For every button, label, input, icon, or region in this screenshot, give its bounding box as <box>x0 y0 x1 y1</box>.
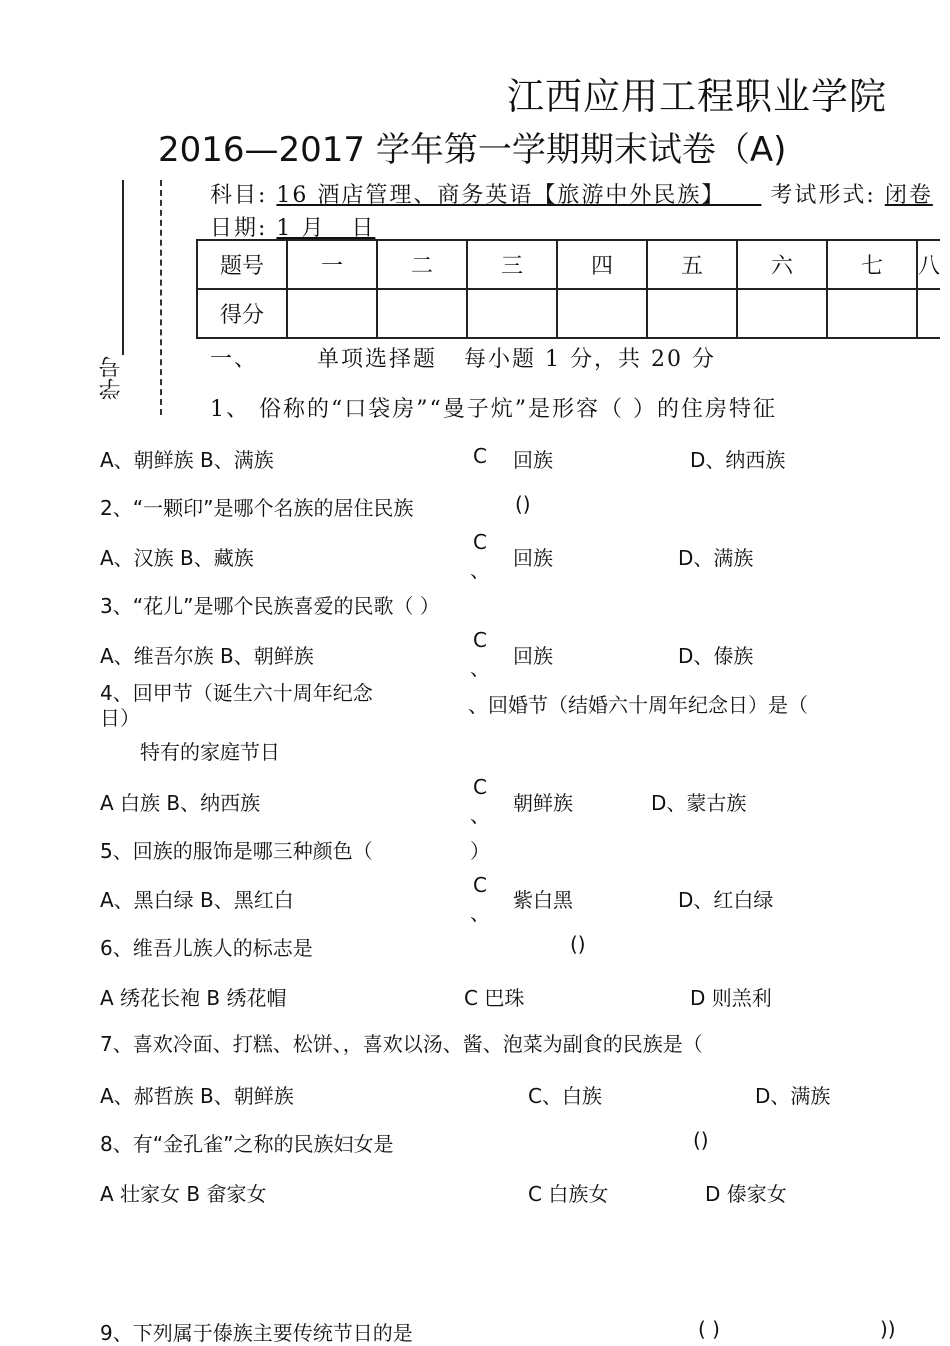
option-d: D、红白绿 <box>678 888 774 912</box>
option-c-mark: 、 <box>470 803 490 827</box>
section-note: 每小题 1 分，共 20 分 <box>464 347 716 372</box>
answer-paren: () <box>693 1128 709 1152</box>
subject-line <box>210 178 933 209</box>
option-d: D、蒙古族 <box>651 791 747 815</box>
option-c: 回族 <box>513 546 553 570</box>
option-c: C、白族 <box>528 1084 602 1108</box>
answer-paren: () <box>515 492 531 516</box>
question-stem: 8、有“金孔雀”之称的民族妇女是 <box>100 1132 394 1156</box>
score-cell[interactable] <box>917 289 940 338</box>
section-title: 单项选择题 <box>317 347 438 372</box>
option-c-letter: C <box>473 775 487 799</box>
school-name: 江西应用工程职业学院 <box>507 75 887 118</box>
question-stem: 3、“花儿”是哪个民族喜爱的民歌（ ） <box>100 594 440 618</box>
binding-line-solid <box>122 180 124 355</box>
question-stem-line3: 特有的家庭节日 <box>140 740 280 764</box>
option-c: C 白族女 <box>528 1182 609 1206</box>
option-c-mark: 、 <box>470 558 490 582</box>
question-stem: 5、回族的服饰是哪三种颜色（ <box>100 839 373 863</box>
answer-paren-extra: )) <box>880 1317 896 1341</box>
score-header-number: 题号 <box>197 240 287 289</box>
score-col-1: 一 <box>287 240 377 289</box>
option-c-letter: C <box>473 628 487 652</box>
date-value: 1 月__日 <box>276 216 376 241</box>
option-c: 回族 <box>513 644 553 668</box>
option-ab: A、汉族 B、藏族 <box>100 546 254 570</box>
option-d: D 则羔利 <box>690 986 772 1010</box>
option-c-mark: 、 <box>470 656 490 680</box>
exam-form-value: 闭卷 <box>884 183 933 208</box>
score-header-score: 得分 <box>197 289 287 338</box>
score-table-row-number <box>197 240 940 289</box>
subject-value: 16 酒店管理、商务英语【旅游中外民族】 <box>276 183 726 208</box>
option-c: 朝鲜族 <box>513 791 573 815</box>
student-id-label: 学号 <box>99 356 124 400</box>
score-cell[interactable] <box>377 289 467 338</box>
subject-blank <box>725 183 761 208</box>
score-col-4: 四 <box>557 240 647 289</box>
option-d: D 傣家女 <box>705 1182 787 1206</box>
date-label: 日期: <box>210 216 268 241</box>
score-cell[interactable] <box>467 289 557 338</box>
option-ab: A、郝哲族 B、朝鲜族 <box>100 1084 294 1108</box>
option-ab: A、维吾尔族 B、朝鲜族 <box>100 644 314 668</box>
question-stem-mid: 、回婚节（结婚六十周年纪念日）是（ <box>468 693 808 717</box>
binding-line-dashed <box>160 180 162 415</box>
section-index: 一、 <box>210 347 259 372</box>
answer-paren: () <box>570 932 586 956</box>
section-heading <box>210 342 716 373</box>
score-col-8: 八 <box>917 240 940 289</box>
option-d: D、傣族 <box>678 644 754 668</box>
option-ab: A 绣花长袍 B 绣花帽 <box>100 986 287 1010</box>
date-line <box>210 211 375 242</box>
answer-paren: ( ) <box>698 1317 720 1341</box>
exam-form-label: 考试形式: <box>770 183 876 208</box>
question-stem: 1、 俗称的“口袋房”“曼子炕”是形容（ ）的住房特征 <box>210 397 777 422</box>
option-ab: A 壮家女 B 畲家女 <box>100 1182 267 1206</box>
score-cell[interactable] <box>737 289 827 338</box>
score-cell[interactable] <box>557 289 647 338</box>
score-col-2: 二 <box>377 240 467 289</box>
option-c-letter: C <box>473 873 487 897</box>
question-stem-line2: 日） <box>100 706 140 730</box>
score-col-6: 六 <box>737 240 827 289</box>
question-stem: 9、下列属于傣族主要传统节日的是 <box>100 1321 413 1345</box>
score-table-row-score <box>197 289 940 338</box>
option-ab: A、黑白绿 B、黑红白 <box>100 888 294 912</box>
subject-label: 科目: <box>210 183 268 208</box>
score-cell[interactable] <box>827 289 917 338</box>
score-cell[interactable] <box>647 289 737 338</box>
question-stem: 6、维吾儿族人的标志是 <box>100 936 313 960</box>
question-stem: 2、“一颗印”是哪个名族的居住民族 <box>100 496 414 520</box>
question-stem: 7、喜欢冷面、打糕、松饼、，喜欢以汤、酱、泡菜为副食的民族是（ <box>100 1032 703 1056</box>
exam-title: 2016—2017 学年第一学期期末试卷（A) <box>158 130 787 170</box>
option-c-letter: C <box>473 444 487 468</box>
option-ab: A、朝鲜族 B、满族 <box>100 448 274 472</box>
option-d: D、满族 <box>755 1084 831 1108</box>
option-c-mark: 、 <box>470 901 490 925</box>
question-stem-line1: 4、回甲节（诞生六十周年纪念 <box>100 681 373 705</box>
score-col-5: 五 <box>647 240 737 289</box>
score-cell[interactable] <box>287 289 377 338</box>
option-d: D、满族 <box>678 546 754 570</box>
option-c-letter: C <box>473 530 487 554</box>
option-ab: A 白族 B、纳西族 <box>100 791 261 815</box>
option-c: C 巴珠 <box>464 986 525 1010</box>
score-table <box>196 239 940 339</box>
option-c: 紫白黑 <box>513 888 573 912</box>
score-col-3: 三 <box>467 240 557 289</box>
score-col-7: 七 <box>827 240 917 289</box>
option-d: D、纳西族 <box>690 448 786 472</box>
answer-paren: ） <box>470 839 490 863</box>
option-c: 回族 <box>513 448 553 472</box>
